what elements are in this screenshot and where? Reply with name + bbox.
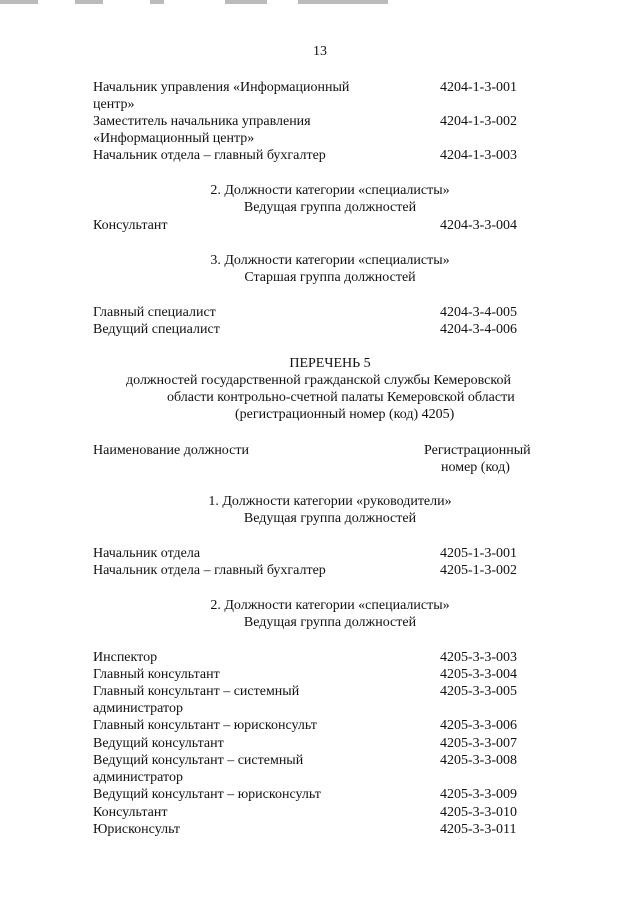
position-name: «Информационный центр» (93, 131, 255, 146)
registration-code: 4205-3-3-011 (440, 822, 517, 837)
registration-code: 4205-3-3-010 (440, 805, 517, 820)
registration-code: 4204-3-3-004 (440, 218, 517, 233)
registration-code: 4204-3-4-005 (440, 305, 517, 320)
position-name: Главный специалист (93, 305, 216, 320)
position-name: Заместитель начальника управления (93, 114, 311, 129)
category-title: 2. Должности категории «специалисты» (210, 183, 450, 198)
position-name: Консультант (93, 805, 168, 820)
registration-code: 4204-1-3-002 (440, 114, 517, 129)
group-subtitle: Ведущая группа должностей (243, 200, 417, 215)
position-name: Главный консультант – юрисконсульт (93, 718, 317, 733)
group-subtitle: Ведущая группа должностей (243, 511, 417, 526)
position-name: Начальник отдела (93, 546, 201, 561)
scan-artifact (0, 0, 38, 4)
registration-code: 4204-1-3-003 (440, 148, 517, 163)
position-name: Ведущий специалист (93, 322, 220, 337)
list-heading: ПЕРЕЧЕНЬ 5 (289, 356, 371, 371)
position-name: Начальник отдела – главный бухгалтер (93, 563, 326, 578)
scan-artifact (75, 0, 103, 4)
category-title: 3. Должности категории «специалисты» (210, 253, 450, 268)
registration-code: 4205-3-3-009 (440, 787, 517, 802)
registration-code: 4205-1-3-002 (440, 563, 517, 578)
registration-code: 4204-1-3-001 (440, 80, 517, 95)
position-name: Консультант (93, 218, 168, 233)
column-header-code: номер (код) (441, 460, 510, 475)
group-subtitle: Ведущая группа должностей (243, 615, 417, 630)
position-name: Главный консультант (93, 667, 220, 682)
registration-code: 4205-3-3-003 (440, 650, 517, 665)
scan-artifact (298, 0, 388, 4)
registration-code: 4205-3-3-007 (440, 736, 517, 751)
position-name: Ведущий консультант – юрисконсульт (93, 787, 321, 802)
position-name: Инспектор (93, 650, 158, 665)
position-name: Ведущий консультант – системный (93, 753, 304, 768)
group-subtitle: Старшая группа должностей (244, 270, 416, 285)
list-description: (регистрационный номер (код) 4205) (235, 407, 455, 422)
position-name: администратор (93, 770, 183, 785)
registration-code: 4204-3-4-006 (440, 322, 517, 337)
registration-code: 4205-3-3-008 (440, 753, 517, 768)
list-description: области контрольно-счетной палаты Кемеровской области (167, 390, 515, 405)
position-name: Начальник отдела – главный бухгалтер (93, 148, 326, 163)
position-name: Юрисконсульт (93, 822, 181, 837)
column-header-name: Наименование должности (93, 443, 249, 458)
list-description: должностей государственной гражданской службы Кемеровской (126, 373, 511, 388)
category-title: 2. Должности категории «специалисты» (210, 598, 450, 613)
position-name: центр» (93, 97, 135, 112)
column-header-code: Регистрационный (424, 443, 531, 458)
position-name: Ведущий консультант (93, 736, 224, 751)
scan-artifact (225, 0, 267, 4)
registration-code: 4205-3-3-006 (440, 718, 517, 733)
position-name: Начальник управления «Информационный (93, 80, 350, 95)
registration-code: 4205-3-3-005 (440, 684, 517, 699)
position-name: Главный консультант – системный (93, 684, 300, 699)
position-name: администратор (93, 701, 183, 716)
category-title: 1. Должности категории «руководители» (208, 494, 452, 509)
registration-code: 4205-3-3-004 (440, 667, 517, 682)
scan-artifact (150, 0, 164, 4)
registration-code: 4205-1-3-001 (440, 546, 517, 561)
page-number: 13 (313, 44, 327, 59)
